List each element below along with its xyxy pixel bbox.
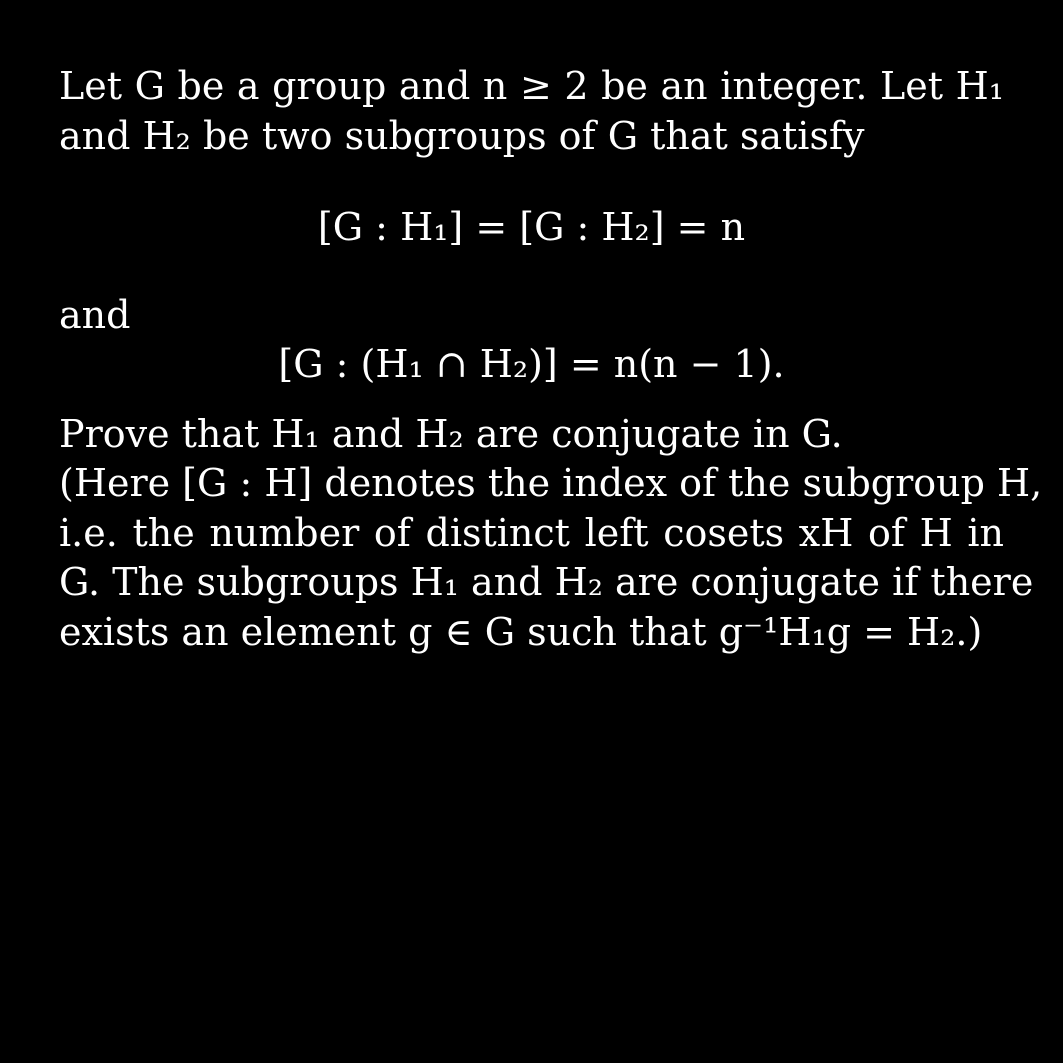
- index-equation: [G : H₁] = [G : H₂] = n: [317, 205, 746, 249]
- problem-statement: [59, 62, 1043, 657]
- note-line-1: (Here [G : H] denotes the index of the subgroup H,: [59, 461, 1043, 505]
- note-line-4: exists an element g ∈ G such that g⁻¹H₁g = H₂.): [59, 609, 983, 654]
- note-line-3: G. The subgroups H₁ and H₂ are conjugate if there: [59, 560, 1034, 604]
- prove-statement: Prove that H₁ and H₂ are conjugate in G.: [59, 411, 843, 456]
- problem-line-2: and H₂ be two subgroups of G that satisfy: [59, 113, 865, 158]
- intersection-index-equation: [G : (H₁ ∩ H₂)] = n(n − 1).: [278, 342, 785, 386]
- connector-and: and: [59, 292, 131, 337]
- problem-line-1: Let G be a group and n ≥ 2 be an integer. Let H₁: [59, 64, 1004, 108]
- note-line-2: i.e. the number of distinct left cosets xH of H in: [59, 510, 1004, 555]
